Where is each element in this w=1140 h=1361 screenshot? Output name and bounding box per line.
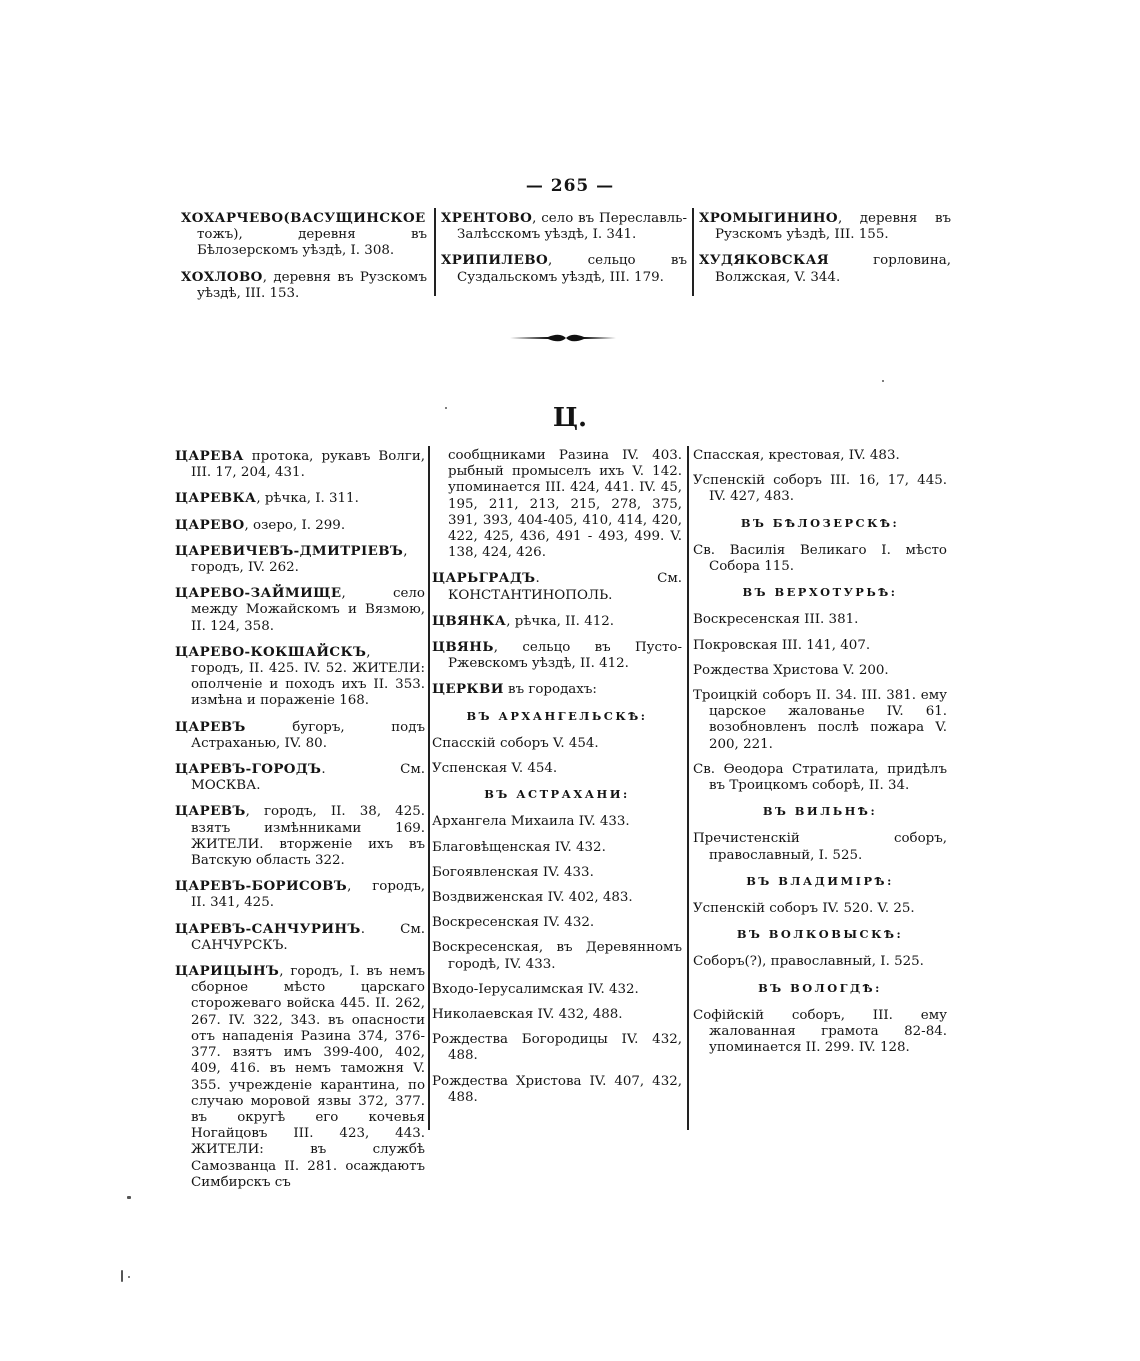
entry-headword: ЦЕРКВИ	[432, 681, 504, 698]
entry-text: , рѣчка, II. 412.	[506, 613, 615, 629]
church-entry: Св. Василія Великагo I. мѣсто Собора 115.	[693, 542, 947, 575]
entry-text: бугоръ, подъ Астраханью, IV. 80.	[191, 719, 425, 751]
church-entry: Успенская V. 454.	[432, 761, 558, 777]
main-column-3	[693, 448, 947, 1065]
top-column-1	[181, 210, 427, 311]
church-entry: Благовѣщенская IV. 432.	[432, 839, 606, 855]
church-entry: Воскресенская III. 381.	[693, 612, 859, 628]
entry-text: , село въ Переславль-Залѣсскомъ уѣздѣ, I. 341.	[457, 211, 687, 243]
section-ornament	[508, 330, 618, 346]
church-entry: Богоявленская IV. 433.	[432, 864, 594, 880]
entry-text: , городъ, I. въ немъ сборное мѣсто царскаго сторожеваго войска 445. II. 262, 267. IV. 322, 343. въ опасности отъ нападенія Разина 374, 376-377. взятъ имъ 399-400, 402, 409, 416. въ немъ таможня V. 355. учрежденіе карантина, по случаю моровой язвы 372, 377. въ округѣ его кочевья Ногайцовъ III. 423, 443. ЖИТЕЛИ: въ службѣ Самозванца II. 281. осаждаютъ Симбирскъ съ	[191, 964, 425, 1190]
church-entry: Троицкій соборъ II. 34. III. 381. ему царское жалованье IV. 61. возобновленъ послѣ пожара V. 200, 221.	[693, 688, 947, 752]
entry-text: , деревня въ Рузскомъ уѣздѣ, III. 155.	[715, 211, 951, 243]
entry-text: въ городахъ:	[503, 682, 597, 698]
index-entry	[181, 269, 427, 302]
entry-text: , городъ, II. 38, 425. взятъ измѣнниками 169. ЖИТЕЛИ. вторженіе ихъ въ Ватскую область 322.	[191, 804, 425, 869]
index-entry	[175, 517, 425, 534]
index-entry	[432, 570, 682, 603]
church-entry: Воскресенская IV. 432.	[432, 915, 595, 931]
church-entry: Спасскій соборъ V. 454.	[432, 735, 599, 751]
index-entry	[175, 644, 425, 710]
page-number: — 265 —	[525, 176, 615, 196]
church-entry: Рождества Богородицы IV. 432, 488.	[432, 1032, 682, 1064]
city-subheading: ВЪ АРХАНГЕЛЬСКѢ:	[466, 708, 648, 723]
index-entry	[175, 761, 425, 794]
section-letter: Ц.	[552, 403, 588, 433]
main-column-1	[175, 448, 425, 1200]
entry-text: , озеро, I. 299.	[244, 517, 346, 533]
index-entry	[175, 543, 425, 576]
index-entry	[175, 585, 425, 635]
church-entry: Покровская III. 141, 407.	[693, 637, 871, 653]
entry-headword: ЦАРЕВЪ-ГОРОДЪ	[175, 761, 322, 778]
church-entry: Николаевская IV. 432, 488.	[432, 1007, 623, 1023]
entry-headword: ЦВЯНЬ	[432, 639, 494, 656]
entry-headword: ЦАРЕВО	[175, 516, 245, 533]
entry-text: , рѣчка, I. 311.	[256, 491, 359, 507]
column-divider	[428, 446, 430, 1130]
index-entry	[175, 878, 425, 911]
entry-text: , сельцо въ Пусто-Ржевскомъ уѣздѣ, II. 412.	[448, 640, 682, 672]
entry-text: горловина, Волжская, V. 344.	[715, 253, 951, 285]
entry-headword: ХОХАРЧЕВО(ВАСУЩИНСКОЕ	[181, 210, 426, 226]
entry-headword: ЦВЯНКА	[432, 612, 507, 629]
entry-text: . См. МОСКВА.	[191, 762, 425, 794]
church-entry: Воздвиженская IV. 402, 483.	[432, 890, 633, 906]
scan-speck	[445, 407, 447, 409]
city-subheading: ВЪ ВОЛКОВЫСКѢ:	[736, 927, 904, 942]
entry-text: . См. САНЧУРСКЪ.	[191, 921, 425, 953]
entry-text: , деревня въ Рузскомъ уѣздѣ, III. 153.	[197, 269, 427, 301]
top-column-3	[699, 210, 951, 295]
church-entry: Рождества Христова IV. 407, 432, 488.	[432, 1073, 682, 1105]
column-divider	[687, 446, 689, 1130]
city-subheading: ВЪ АСТРАХАНИ:	[484, 787, 630, 802]
index-entry	[181, 210, 427, 260]
index-entry	[432, 681, 682, 698]
entry-headword: ЦАРИЦЫНЪ	[175, 963, 280, 980]
top-column-2	[441, 210, 687, 295]
entry-text: , село между Можайскомъ и Вязмою, II. 124, 358.	[191, 586, 425, 634]
entry-text: . См. КОНСТАНТИНОПОЛЬ.	[448, 571, 682, 603]
index-entry	[175, 719, 425, 752]
church-entry: Пречистенскій соборъ, православный, I. 525.	[693, 831, 947, 863]
church-entry: Успенскій соборъ III. 16, 17, 445. IV. 427, 483.	[693, 473, 947, 505]
entry-headword: ХРИПИЛЕВО	[441, 252, 549, 269]
entry-headword: ХРЕНТОВО	[441, 210, 533, 226]
main-column-2	[432, 448, 682, 1115]
index-entry	[175, 921, 425, 954]
city-subheading: ВЪ БѢЛОЗЕРСКѢ:	[740, 515, 900, 530]
scan-speck	[128, 1276, 130, 1278]
index-entry	[175, 963, 425, 1191]
city-subheading: ВЪ ВОЛОГДѢ:	[758, 980, 882, 995]
entry-text: , городъ, II. 425. IV. 52. ЖИТЕЛИ: ополченіе и походъ ихъ II. 353. измѣна и пораженіе 168.	[191, 644, 425, 709]
scan-speck	[882, 380, 884, 382]
index-entry	[175, 803, 425, 869]
index-entry	[432, 613, 682, 630]
entry-text: протока, рукавъ Волги, III. 17, 204, 431.	[191, 449, 425, 481]
entry-headword: ЦАРЕВЪ	[175, 803, 246, 820]
scan-speck	[127, 1196, 131, 1199]
index-entry	[441, 210, 687, 243]
entry-headword: ЦАРЕВКА	[175, 490, 257, 507]
church-entry: Спасская, крестовая, IV. 483.	[693, 448, 900, 463]
scan-speck	[121, 1270, 123, 1282]
city-subheading: ВЪ ВЕРХОТУРЬѢ:	[742, 585, 898, 600]
entry-text: , сельцо въ Суздальскомъ уѣздѣ, III. 179.	[457, 253, 687, 285]
city-subheading: ВЪ ВИЛЬНѢ:	[762, 804, 878, 819]
church-entry: Соборъ(?), православный, I. 525.	[693, 954, 924, 970]
entry-continuation: сообщниками Разина IV. 403. рыбный промыселъ ихъ V. 142. упоминается III. 424, 441. IV. 45, 195, 211, 213, 215, 278, 375, 391, 393, 404-405, 410, 414, 420, 422, 425, 436, 491 - 493, 499. V. 138, 424, 426.	[448, 448, 682, 561]
church-entry: Софійскій соборъ, III. ему жалованная грамота 82-84. упоминается II. 299. IV. 128.	[693, 1007, 947, 1056]
church-entry: Рождества Христова V. 200.	[693, 662, 889, 678]
entry-text: , городъ, IV. 262.	[191, 543, 408, 576]
entry-text: , городъ, II. 341, 425.	[191, 879, 425, 911]
city-subheading: ВЪ ВЛАДИМІРѢ:	[746, 873, 894, 888]
entry-headword: ЦАРЕВО-КОКШАЙСКЪ	[175, 643, 367, 660]
entry-headword: ЦАРЕВЪ-БОРИСОВЪ	[175, 878, 348, 895]
column-divider	[434, 208, 436, 296]
entry-headword: ХУДЯКОВСКАЯ	[699, 252, 830, 269]
index-entry	[699, 210, 951, 243]
index-entry	[432, 639, 682, 672]
church-entry: Св. Ѳеодора Стратилата, придѣлъ въ Троицкомъ соборѣ, II. 34.	[693, 761, 947, 794]
entry-text: тожъ), деревня въ Бѣлозерскомъ уѣздѣ, I. 308.	[197, 227, 427, 259]
entry-headword: ЦАРЕВА	[175, 448, 244, 464]
entry-headword: ЦАРЬГРАДЪ	[432, 570, 536, 587]
church-entry: Успенскій соборъ IV. 520. V. 25.	[693, 901, 915, 917]
entry-headword: ЦАРЕВЪ	[175, 718, 246, 735]
entry-headword: ЦАРЕВИЧЕВЪ-ДМИТРІЕВЪ	[175, 542, 404, 559]
entry-headword: ХОХЛОВО	[181, 268, 263, 285]
entry-headword: ЦАРЕВО-ЗАЙМИЩЕ	[175, 585, 342, 602]
column-divider	[692, 208, 694, 296]
church-entry: Входо-Іерусалимская IV. 432.	[432, 981, 639, 997]
church-entry: Архангела Михаила IV. 433.	[432, 814, 630, 830]
index-entry	[699, 252, 951, 285]
entry-headword: ЦАРЕВЪ-САНЧУРИНЪ	[175, 920, 361, 937]
entry-headword: ХРОМЫГИНИНО	[699, 210, 838, 226]
index-entry	[441, 252, 687, 285]
index-entry	[175, 490, 425, 507]
church-entry: Воскресенская, въ Деревянномъ городѣ, IV. 433.	[432, 940, 682, 972]
index-entry	[175, 448, 425, 481]
